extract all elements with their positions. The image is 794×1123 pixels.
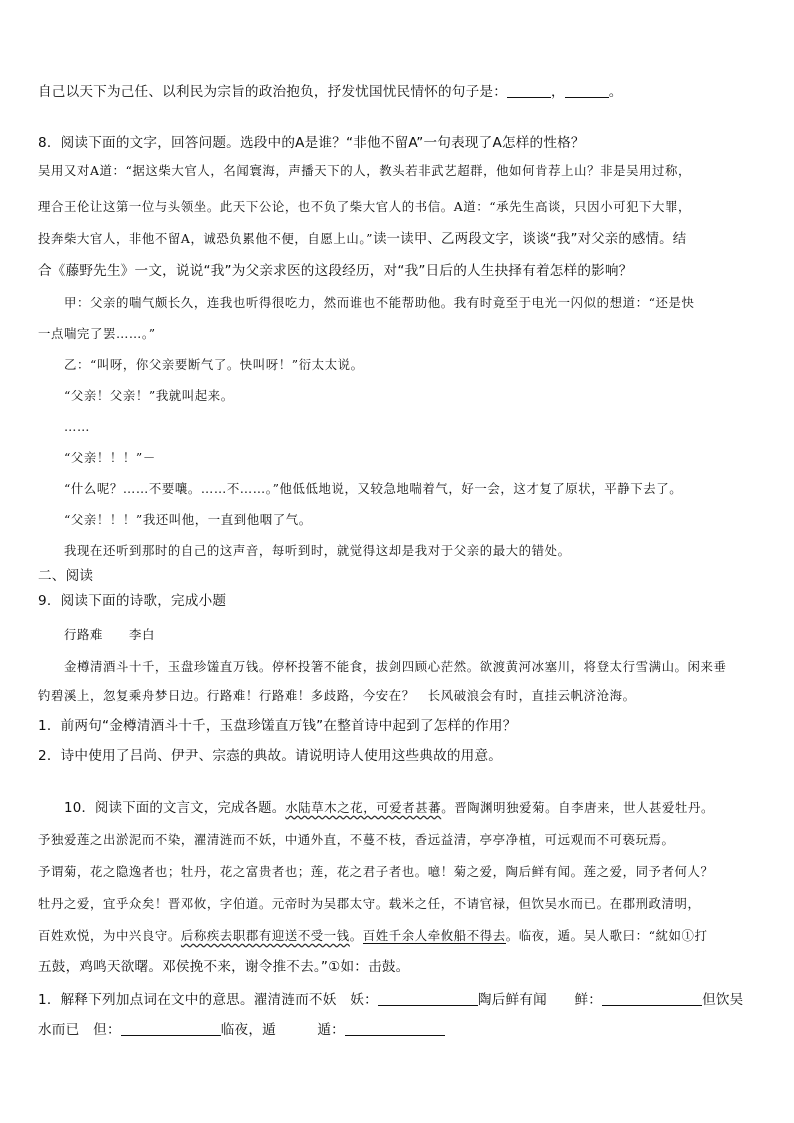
q10-text-5b: 。 <box>349 928 363 943</box>
jia-line-1: 甲：父亲的喘气颇长久，连我也听得很吃力，然而谁也不能帮助他。我有时竟至于电光一闪似的想道：“还是快 <box>64 295 695 310</box>
answer-blank-dun[interactable] <box>345 1021 445 1036</box>
answer-blank-1[interactable] <box>507 83 551 98</box>
yi-line-5: “什么呢？……不要嚷。……不……。”他低低地说，又较急地喘着气，好一会，这才复了原状，平静下去了。 <box>64 481 683 496</box>
q10-sub1-word-2: 陶后鲜有闻 鲜： <box>477 992 603 1008</box>
poem-heading <box>64 625 155 645</box>
q10-prompt: 10．阅读下面的文言文，完成各题。 <box>64 801 286 816</box>
poem-author: 李白 <box>128 627 155 642</box>
answer-blank-dan[interactable] <box>121 1021 221 1036</box>
q8-question-part-1: 读一读甲、乙两段文字，谈谈“我”对父亲的感情。结 <box>373 232 687 247</box>
yi-line-3: …… <box>64 419 90 434</box>
q10-line-2: 予独爱莲之出淤泥而不染，濯清涟而不妖，中通外直，不蔓不枝，香远益清，亭亭净植，可远观而不可亵玩焉。 <box>38 832 675 847</box>
q10-text-1: 。晋陶渊明独爱菊。自李唐来，世人甚爱牡丹。 <box>441 800 715 815</box>
q10-sub1-prompt: 1．解释下列加点词在文中的意思。濯清涟而不妖 妖： <box>38 992 378 1008</box>
answer-blank-yao[interactable] <box>378 991 478 1006</box>
q9-prompt: 9．阅读下面的诗歌，完成小题 <box>38 593 227 609</box>
q8-passage-line-2: 理合王伦让这第一位与头领坐。此天下公论，也不负了柴大官人的书信。A道：“承先生高谈，只因小可犯下大罪， <box>38 199 692 214</box>
q9-subquestion-2: 2．诗中使用了吕尚、伊尹、宗悫的典故。请说明诗人使用这些典故的用意。 <box>38 748 503 764</box>
q10-subquestion-1-line-1 <box>38 990 743 1010</box>
yi-line-7: 我现在还听到那时的自己的这声音，每听到时，就觉得这却是我对于父亲的最大的错处。 <box>64 543 571 558</box>
q7-tail-end: 。 <box>608 84 623 100</box>
q8-question-part-2: 合《藤野先生》一文，说说“我”为父亲求医的这段经历，对“我”日后的人生抉择有着怎样的影响？ <box>38 263 633 279</box>
q8-prompt: 8．阅读下面的文字，回答问题。选段中的A是谁？“非他不留A”一句表现了A怎样的性格？ <box>38 135 585 151</box>
q8-passage-line-3 <box>38 229 686 250</box>
poem-line-1: 金樽清酒斗十千，玉盘珍馐直万钱。停杯投箸不能食，拔剑四顾心茫然。欲渡黄河冰塞川，将登太行雪满山。闲来垂 <box>64 659 727 674</box>
q9-subquestion-1: 1．前两句“金樽清酒斗十千，玉盘珍馐直万钱”在整首诗中起到了怎样的作用？ <box>38 718 517 734</box>
yi-line-2: “父亲！父亲！”我就叫起来。 <box>64 388 234 403</box>
answer-blank-2[interactable] <box>565 83 609 98</box>
q7-tail-sep: ， <box>551 84 565 100</box>
section-2-title: 二、阅读 <box>38 568 94 584</box>
q10-underlined-phrase-2: 后称疾去职郡有迎送不受一钱 <box>180 928 350 943</box>
q10-line-6: 五鼓，鸡鸣天欲曙。邓侯挽不来，谢令推不去。”①如：击鼓。 <box>38 959 410 975</box>
q10-subquestion-1-line-2 <box>38 1020 445 1040</box>
q10-sub1-word-3a: 但饮吴 <box>702 992 744 1008</box>
poem-line-2: 钓碧溪上，忽复乘舟梦日边。行路难！行路难！多歧路，今安在？ 长风破浪会有时，直挂云帆济沧海。 <box>38 688 636 703</box>
q10-underlined-phrase-3: 百姓千余人牵攸船不得去 <box>362 928 506 943</box>
q10-line-5 <box>38 926 708 946</box>
q10-underlined-phrase-1: 水陆草木之花，可爱者甚蕃 <box>285 800 442 815</box>
yi-line-4: “父亲！！！”－ <box>64 450 156 465</box>
answer-blank-xian[interactable] <box>602 991 702 1006</box>
jia-line-2: 一点喘完了罢……。” <box>38 326 156 341</box>
q10-text-5a: 百姓欢悦，为中兴良守。 <box>38 928 181 943</box>
q10-text-5c: 。临夜，遁。吴人歌曰：“紞如①打 <box>505 928 708 943</box>
poem-title: 行路难 <box>64 627 103 642</box>
yi-line-1: 乙：“叫呀，你父亲要断气了。快叫呀！”衍太太说。 <box>64 357 364 372</box>
q7-tail-line <box>38 82 623 102</box>
yi-line-6: “父亲！！！”我还叫他，一直到他咽了气。 <box>64 512 312 527</box>
q10-sub1-word-4: 临夜，遁 遁： <box>220 1022 345 1038</box>
q10-sub1-word-3b: 水而已 但： <box>38 1022 121 1038</box>
q8-passage-line-3a: 投奔柴大官人，非他不留A，诚恐负累他不便，自愿上山。” <box>38 231 374 246</box>
q10-line-4: 牡丹之爱，宜乎众矣！晋邓攸，字伯道。元帝时为吴郡太守。载米之任，不请官禄，但饮吴水而已。在郡刑政清明， <box>38 896 701 911</box>
q10-line-3: 予谓菊，花之隐逸者也；牡丹，花之富贵者也；莲，花之君子者也。噫！菊之爱，陶后鲜有闻。莲之爱，同予者何人？ <box>38 864 714 879</box>
q8-passage-line-1: 吴用又对A道：“据这柴大官人，名闻寰海，声播天下的人，教头若非武艺超群，他如何肯荐上山？非是吴用过称， <box>38 163 692 178</box>
q10-line-1 <box>64 798 714 819</box>
q7-tail-text: 自己以天下为己任、以利民为宗旨的政治抱负，抒发忧国忧民情怀的句子是： <box>38 84 507 100</box>
